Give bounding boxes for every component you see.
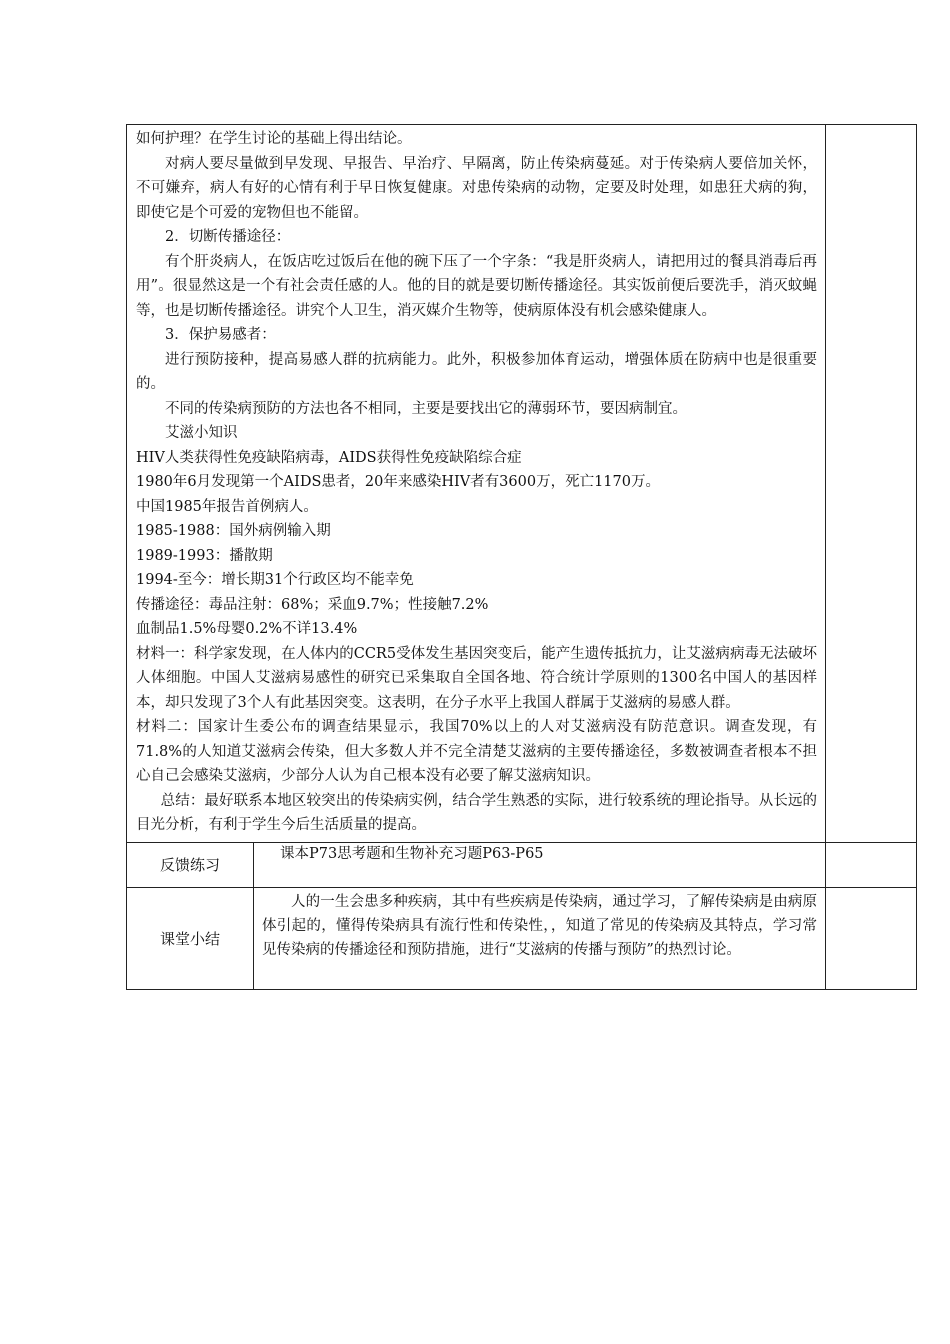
paragraph-patient-care: 对病人要尽量做到早发现、早报告、早治疗、早隔离，防止传染病蔓延。对于传染病人要倍加关怀，不可嫌弃，病人有好的心情有利于早日恢复健康。对患传染病的动物，定要及时处理，如患狂犬病的狗，即使它是个可爱的宠物但也不能留。 [136,155,818,221]
lesson-plan-table [126,124,917,990]
paragraph-first-aids-case: 1980年6月发现第一个AIDS患者，20年来感染HIV者有3600万，死亡1170万。 [136,474,660,490]
summary-label: 课堂小结 [127,887,254,989]
paragraph-hiv-definition: HIV人类获得性免疫缺陷病毒，AIDS获得性免疫缺陷综合症 [136,449,522,466]
main-content-row [127,125,917,843]
feedback-row [127,842,917,887]
paragraph-blood-products: 血制品1.5%母婴0.2%不详13.4% [136,621,358,637]
summary-content: 人的一生会患多种疾病，其中有些疾病是传染病，通过学习，了解传染病是由病原体引起的，懂得传染病具有流行性和传染性，，知道了常见的传染病及其特点，学习常见传染病的传播途径和预防措施，进行“艾滋病的传播与预防”的热烈讨论。 [262,893,818,958]
notes-cell [826,125,917,843]
summary-notes-cell [826,887,917,989]
paragraph-hepatitis-story: 有个肝炎病人，在饭店吃过饭后在他的碗下压了一个字条：“我是肝炎病人，请把用过的餐具消毒后再用”。很显然这是一个有社会责任感的人。他的目的就是要切断传播途径。其实饭前便后要洗手，消灭蚊蝇等，也是切断传播途径。讲究个人卫生，消灭媒介生物等，使病原体没有机会感染健康人。 [136,253,818,319]
paragraph-care-question: 如何护理？在学生讨论的基础上得出结论。 [136,131,412,147]
paragraph-material-one: 材料一：科学家发现，在人体内的CCR5受体发生基因突变后，能产生遗传抵抗力，让艾滋病病毒无法破坏人体细胞。中国人艾滋病易感性的研究已采集取自全国各地、符合统计学原则的1300名中国人的基因样本，却只发现了3个人有此基因突变。这表明，在分子水平上我国人群属于艾滋病的易感人群。 [136,645,818,711]
main-content-cell [127,125,826,843]
paragraph-vaccination: 进行预防接种，提高易感人群的抗病能力。此外，积极参加体育运动，增强体质在防病中也是很重要的。 [136,351,818,392]
paragraph-period-import: 1985-1988：国外病例输入期 [136,523,331,539]
paragraph-transmission-routes: 传播途径：毒品注射：68%；采血9.7%；性接触7.2% [136,596,489,613]
heading-aids-knowledge: 艾滋小知识 [165,425,238,441]
paragraph-material-two: 材料二：国家计生委公布的调查结果显示，我国70%以上的人对艾滋病没有防范意识。调查发现，有71.8%的人知道艾滋病会传染，但大多数人并不完全清楚艾滋病的主要传播途径，多数被调查者根本不担心自己会感染艾滋病，少部分人认为自己根本没有必要了解艾滋病知识。 [136,719,818,784]
paragraph-period-growth: 1994-至今：增长期31个行政区均不能幸免 [136,572,414,588]
feedback-notes-cell [826,842,917,887]
paragraph-china-first-case: 中国1985年报告首例病人。 [136,498,318,515]
paragraph-period-spread: 1989-1993：播散期 [136,547,273,564]
paragraph-conclusion: 总结：最好联系本地区较突出的传染病实例，结合学生熟悉的实际，进行较系统的理论指导。从长远的目光分析，有利于学生今后生活质量的提高。 [136,792,818,833]
summary-row [127,887,917,989]
heading-cut-transmission: 2．切断传播途径： [165,229,291,245]
feedback-content: 课本P73思考题和生物补充习题P63-P65 [254,842,826,887]
summary-content-cell [254,887,826,989]
paragraph-prevention-methods: 不同的传染病预防的方法也各不相同，主要是要找出它的薄弱环节，要因病制宜。 [165,400,687,417]
feedback-label: 反馈练习 [127,842,254,887]
heading-protect-susceptible: 3．保护易感者： [165,327,276,343]
